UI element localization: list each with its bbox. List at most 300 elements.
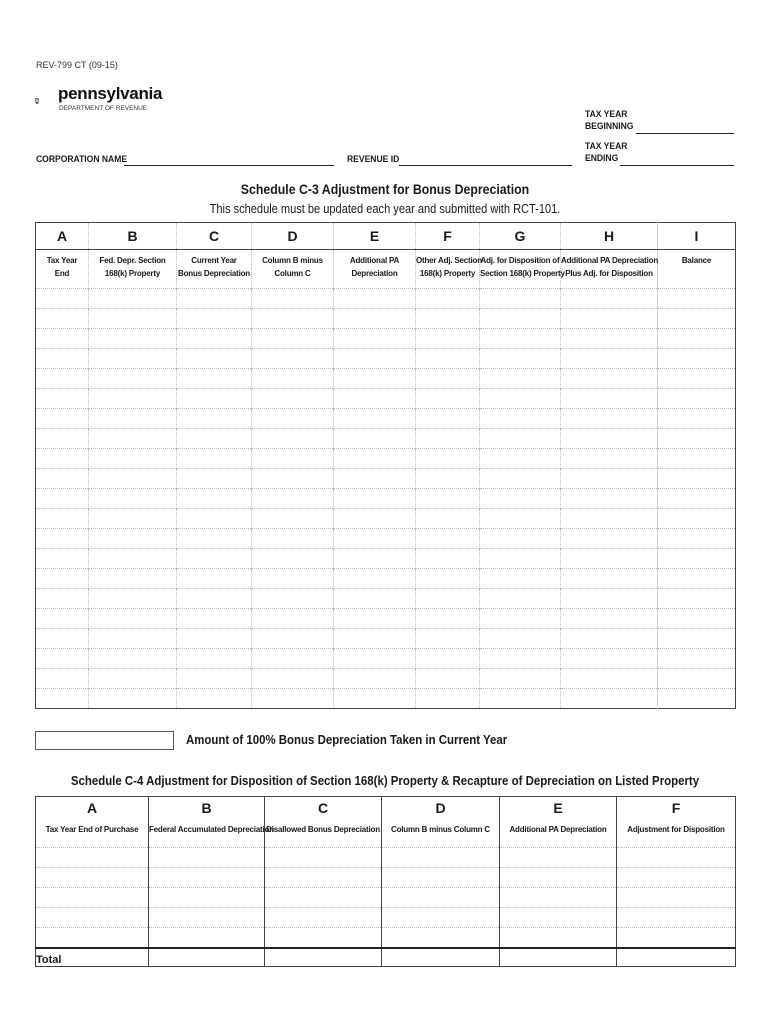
- cell-h[interactable]: [561, 649, 658, 669]
- cell-b[interactable]: [89, 389, 177, 409]
- cell-c[interactable]: [177, 409, 252, 429]
- cell-a[interactable]: [36, 549, 89, 569]
- column-header-a: Tax Year End of Purchase: [36, 819, 149, 848]
- cell-c[interactable]: [177, 369, 252, 389]
- cell-h[interactable]: [561, 689, 658, 709]
- cell-g[interactable]: [480, 469, 561, 489]
- cell-c[interactable]: [177, 529, 252, 549]
- table-row: [36, 509, 736, 529]
- table-row: [36, 549, 736, 569]
- column-letter-b: B: [89, 223, 177, 250]
- cell-e[interactable]: [334, 669, 416, 689]
- cell-a[interactable]: [36, 848, 149, 868]
- agency-name: pennsylvania: [58, 84, 163, 103]
- cell-g[interactable]: [480, 649, 561, 669]
- cell-f[interactable]: [617, 928, 736, 949]
- cell-e[interactable]: [334, 629, 416, 649]
- cell-g[interactable]: [480, 669, 561, 689]
- table-row: [36, 309, 736, 329]
- cell-c[interactable]: [177, 469, 252, 489]
- cell-f[interactable]: [617, 868, 736, 888]
- cell-b[interactable]: [149, 848, 265, 868]
- total-cell-e[interactable]: [500, 948, 617, 967]
- cell-g[interactable]: [480, 549, 561, 569]
- cell-d[interactable]: [252, 329, 334, 349]
- cell-f[interactable]: [416, 369, 480, 389]
- cell-f[interactable]: [416, 289, 480, 309]
- cell-d[interactable]: [382, 908, 500, 928]
- cell-c[interactable]: [177, 389, 252, 409]
- column-letter-a: A: [36, 797, 149, 820]
- cell-h[interactable]: [561, 589, 658, 609]
- cell-a[interactable]: [36, 908, 149, 928]
- table-row: [36, 669, 736, 689]
- cell-g[interactable]: [480, 629, 561, 649]
- cell-f[interactable]: [416, 569, 480, 589]
- cell-h[interactable]: [561, 369, 658, 389]
- table-row: [36, 349, 736, 369]
- column-header-c: Current Year Bonus Depreciation: [177, 250, 252, 289]
- cell-g[interactable]: [480, 329, 561, 349]
- cell-f[interactable]: [416, 349, 480, 369]
- cell-h[interactable]: [561, 549, 658, 569]
- cell-b[interactable]: [149, 888, 265, 908]
- cell-f[interactable]: [416, 669, 480, 689]
- cell-c[interactable]: [177, 669, 252, 689]
- cell-d[interactable]: [252, 309, 334, 329]
- cell-c[interactable]: [177, 289, 252, 309]
- cell-e[interactable]: [334, 389, 416, 409]
- cell-f[interactable]: [416, 689, 480, 709]
- table-row: [36, 529, 736, 549]
- cell-a[interactable]: [36, 509, 89, 529]
- cell-f[interactable]: [416, 449, 480, 469]
- cell-c[interactable]: [177, 309, 252, 329]
- cell-h[interactable]: [561, 489, 658, 509]
- cell-e[interactable]: [334, 589, 416, 609]
- bonus-depreciation-amount-field[interactable]: [35, 731, 174, 750]
- cell-e[interactable]: [334, 649, 416, 669]
- tax-year-ending-field[interactable]: [620, 165, 734, 166]
- cell-f[interactable]: [416, 589, 480, 609]
- cell-e[interactable]: [500, 848, 617, 868]
- cell-c[interactable]: [177, 609, 252, 629]
- cell-b[interactable]: [89, 649, 177, 669]
- cell-e[interactable]: [334, 529, 416, 549]
- cell-g[interactable]: [480, 409, 561, 429]
- cell-e[interactable]: [334, 349, 416, 369]
- cell-i[interactable]: [658, 329, 736, 349]
- cell-a[interactable]: [36, 689, 89, 709]
- cell-e[interactable]: [334, 409, 416, 429]
- cell-e[interactable]: [334, 569, 416, 589]
- cell-d[interactable]: [382, 848, 500, 868]
- cell-f[interactable]: [416, 469, 480, 489]
- cell-c[interactable]: [265, 888, 382, 908]
- table-row: [36, 569, 736, 589]
- cell-g[interactable]: [480, 349, 561, 369]
- table-row: [36, 928, 736, 949]
- cell-a[interactable]: [36, 888, 149, 908]
- cell-e[interactable]: [334, 429, 416, 449]
- cell-g[interactable]: [480, 589, 561, 609]
- svg-text:R: R: [35, 99, 39, 104]
- cell-g[interactable]: [480, 609, 561, 629]
- cell-g[interactable]: [480, 569, 561, 589]
- cell-d[interactable]: [252, 429, 334, 449]
- column-letter-c: C: [265, 797, 382, 820]
- corporation-name-label: CORPORATION NAME: [36, 154, 128, 165]
- table-row: [36, 369, 736, 389]
- cell-g[interactable]: [480, 529, 561, 549]
- cell-a[interactable]: [36, 609, 89, 629]
- total-cell-c[interactable]: [265, 948, 382, 967]
- cell-e[interactable]: [334, 489, 416, 509]
- column-header-g: Adj. for Disposition of Section 168(k) Property: [480, 250, 561, 289]
- column-letter-h: H: [561, 223, 658, 250]
- cell-d[interactable]: [252, 509, 334, 529]
- cell-c[interactable]: [265, 868, 382, 888]
- column-letter-a: A: [36, 223, 89, 250]
- total-cell-b[interactable]: [149, 948, 265, 967]
- cell-e[interactable]: [500, 928, 617, 949]
- cell-i[interactable]: [658, 489, 736, 509]
- schedule-c4-table: [35, 796, 736, 967]
- cell-e[interactable]: [334, 469, 416, 489]
- column-header-i: Balance: [658, 250, 736, 289]
- column-letter-d: D: [252, 223, 334, 250]
- column-letter-i: I: [658, 223, 736, 250]
- cell-i[interactable]: [658, 549, 736, 569]
- cell-f[interactable]: [416, 609, 480, 629]
- cell-a[interactable]: [36, 529, 89, 549]
- cell-f[interactable]: [416, 629, 480, 649]
- column-header-f: Adjustment for Disposition: [617, 819, 736, 848]
- cell-i[interactable]: [658, 609, 736, 629]
- cell-f[interactable]: [617, 908, 736, 928]
- tax-year-beginning-label: TAX YEAR BEGINNING: [585, 109, 634, 132]
- cell-e[interactable]: [334, 289, 416, 309]
- cell-c[interactable]: [265, 928, 382, 949]
- tax-year-ending-label: TAX YEAR ENDING: [585, 141, 628, 164]
- form-id: REV-799 CT (09-15): [36, 60, 118, 70]
- cell-f[interactable]: [416, 429, 480, 449]
- cell-b[interactable]: [149, 928, 265, 949]
- cell-a[interactable]: [36, 489, 89, 509]
- cell-d[interactable]: [252, 589, 334, 609]
- cell-b[interactable]: [89, 529, 177, 549]
- table-row: [36, 489, 736, 509]
- cell-g[interactable]: [480, 489, 561, 509]
- cell-a[interactable]: [36, 589, 89, 609]
- cell-c[interactable]: [177, 449, 252, 469]
- table-row: [36, 689, 736, 709]
- cell-d[interactable]: [252, 289, 334, 309]
- total-row: [36, 948, 736, 967]
- department-name: DEPARTMENT OF REVENUE: [59, 105, 148, 112]
- cell-a[interactable]: [36, 349, 89, 369]
- cell-f[interactable]: [416, 409, 480, 429]
- table-row: [36, 429, 736, 449]
- cell-i[interactable]: [658, 369, 736, 389]
- column-header-f: Other Adj. Section 168(k) Property: [416, 250, 480, 289]
- column-letter-f: F: [416, 223, 480, 250]
- cell-i[interactable]: [658, 449, 736, 469]
- schedule-c3-table: [35, 222, 736, 709]
- cell-d[interactable]: [252, 369, 334, 389]
- cell-e[interactable]: [334, 549, 416, 569]
- cell-c[interactable]: [177, 349, 252, 369]
- cell-f[interactable]: [416, 489, 480, 509]
- cell-b[interactable]: [89, 469, 177, 489]
- column-header-d: Column B minus Column C: [252, 250, 334, 289]
- cell-h[interactable]: [561, 629, 658, 649]
- cell-a[interactable]: [36, 469, 89, 489]
- cell-a[interactable]: [36, 449, 89, 469]
- cell-i[interactable]: [658, 429, 736, 449]
- column-header-d: Column B minus Column C: [382, 819, 500, 848]
- cell-b[interactable]: [89, 329, 177, 349]
- table-row: [36, 389, 736, 409]
- cell-g[interactable]: [480, 509, 561, 529]
- table-row: [36, 868, 736, 888]
- revenue-id-label: REVENUE ID: [347, 154, 400, 165]
- cell-b[interactable]: [89, 549, 177, 569]
- cell-f[interactable]: [617, 848, 736, 868]
- cell-h[interactable]: [561, 329, 658, 349]
- cell-i[interactable]: [658, 569, 736, 589]
- cell-i[interactable]: [658, 649, 736, 669]
- cell-c[interactable]: [177, 569, 252, 589]
- cell-e[interactable]: [334, 609, 416, 629]
- table-row: [36, 449, 736, 469]
- cell-h[interactable]: [561, 529, 658, 549]
- cell-d[interactable]: [382, 888, 500, 908]
- cell-b[interactable]: [89, 589, 177, 609]
- cell-b[interactable]: [89, 429, 177, 449]
- cell-e[interactable]: [500, 908, 617, 928]
- cell-d[interactable]: [252, 409, 334, 429]
- cell-g[interactable]: [480, 369, 561, 389]
- column-letter-d: D: [382, 797, 500, 820]
- cell-c[interactable]: [177, 489, 252, 509]
- cell-h[interactable]: [561, 409, 658, 429]
- cell-d[interactable]: [252, 549, 334, 569]
- cell-e[interactable]: [500, 888, 617, 908]
- cell-d[interactable]: [252, 449, 334, 469]
- cell-d[interactable]: [252, 649, 334, 669]
- cell-e[interactable]: [500, 868, 617, 888]
- cell-e[interactable]: [334, 689, 416, 709]
- cell-h[interactable]: [561, 389, 658, 409]
- cell-b[interactable]: [149, 908, 265, 928]
- corporation-name-field[interactable]: [124, 165, 334, 166]
- column-header-e: Additional PA Depreciation: [334, 250, 416, 289]
- total-label: Total: [36, 948, 149, 967]
- cell-i[interactable]: [658, 689, 736, 709]
- cell-b[interactable]: [89, 629, 177, 649]
- column-header-a: Tax Year End: [36, 250, 89, 289]
- column-header-e: Additional PA Depreciation: [500, 819, 617, 848]
- cell-i[interactable]: [658, 309, 736, 329]
- cell-d[interactable]: [252, 489, 334, 509]
- cell-e[interactable]: [334, 309, 416, 329]
- column-letter-e: E: [500, 797, 617, 820]
- cell-f[interactable]: [416, 509, 480, 529]
- cell-c[interactable]: [177, 589, 252, 609]
- cell-c[interactable]: [265, 908, 382, 928]
- table-row: [36, 409, 736, 429]
- cell-c[interactable]: [177, 689, 252, 709]
- column-letter-f: F: [617, 797, 736, 820]
- cell-f[interactable]: [416, 309, 480, 329]
- cell-a[interactable]: [36, 409, 89, 429]
- cell-a[interactable]: [36, 389, 89, 409]
- cell-h[interactable]: [561, 469, 658, 489]
- cell-c[interactable]: [177, 549, 252, 569]
- cell-b[interactable]: [89, 489, 177, 509]
- schedule-c3-title: Schedule C-3 Adjustment for Bonus Depreciation: [240, 181, 530, 197]
- cell-b[interactable]: [89, 509, 177, 529]
- cell-h[interactable]: [561, 569, 658, 589]
- column-letter-b: B: [149, 797, 265, 820]
- cell-i[interactable]: [658, 409, 736, 429]
- cell-e[interactable]: [334, 329, 416, 349]
- column-letter-e: E: [334, 223, 416, 250]
- cell-a[interactable]: [36, 928, 149, 949]
- cell-i[interactable]: [658, 509, 736, 529]
- cell-a[interactable]: [36, 669, 89, 689]
- cell-c[interactable]: [265, 848, 382, 868]
- schedule-c4-title: Schedule C-4 Adjustment for Disposition of Section 168(k) Property & Recapture of Depreciation on Listed Property: [70, 773, 700, 788]
- cell-b[interactable]: [89, 349, 177, 369]
- table-row: [36, 908, 736, 928]
- tax-year-beginning-field[interactable]: [636, 133, 734, 134]
- cell-i[interactable]: [658, 469, 736, 489]
- cell-e[interactable]: [334, 509, 416, 529]
- cell-b[interactable]: [149, 868, 265, 888]
- cell-b[interactable]: [89, 689, 177, 709]
- cell-i[interactable]: [658, 349, 736, 369]
- total-cell-f[interactable]: [617, 948, 736, 967]
- column-header-h: Additional PA Depreciation Plus Adj. for Disposition: [561, 250, 658, 289]
- cell-f[interactable]: [416, 329, 480, 349]
- column-letter-g: G: [480, 223, 561, 250]
- cell-i[interactable]: [658, 389, 736, 409]
- cell-g[interactable]: [480, 449, 561, 469]
- cell-h[interactable]: [561, 449, 658, 469]
- column-header-b: Fed. Depr. Section 168(k) Property: [89, 250, 177, 289]
- cell-d[interactable]: [252, 569, 334, 589]
- cell-d[interactable]: [382, 928, 500, 949]
- cell-b[interactable]: [89, 309, 177, 329]
- cell-d[interactable]: [252, 609, 334, 629]
- cell-d[interactable]: [382, 868, 500, 888]
- pennsylvania-keystone-logo: [35, 83, 57, 119]
- cell-c[interactable]: [177, 649, 252, 669]
- cell-g[interactable]: [480, 289, 561, 309]
- cell-f[interactable]: [416, 529, 480, 549]
- cell-d[interactable]: [252, 349, 334, 369]
- cell-h[interactable]: [561, 669, 658, 689]
- cell-b[interactable]: [89, 449, 177, 469]
- cell-a[interactable]: [36, 629, 89, 649]
- cell-i[interactable]: [658, 289, 736, 309]
- cell-a[interactable]: [36, 309, 89, 329]
- cell-d[interactable]: [252, 469, 334, 489]
- cell-f[interactable]: [617, 888, 736, 908]
- column-header-b: Federal Accumulated Depreciation: [149, 819, 265, 848]
- table-row: [36, 848, 736, 868]
- cell-h[interactable]: [561, 289, 658, 309]
- cell-g[interactable]: [480, 309, 561, 329]
- cell-b[interactable]: [89, 289, 177, 309]
- cell-d[interactable]: [252, 689, 334, 709]
- cell-h[interactable]: [561, 609, 658, 629]
- cell-g[interactable]: [480, 689, 561, 709]
- cell-a[interactable]: [36, 649, 89, 669]
- cell-h[interactable]: [561, 509, 658, 529]
- cell-b[interactable]: [89, 569, 177, 589]
- cell-b[interactable]: [89, 409, 177, 429]
- cell-c[interactable]: [177, 629, 252, 649]
- column-letter-c: C: [177, 223, 252, 250]
- cell-d[interactable]: [252, 389, 334, 409]
- cell-i[interactable]: [658, 669, 736, 689]
- cell-a[interactable]: [36, 868, 149, 888]
- cell-d[interactable]: [252, 529, 334, 549]
- cell-e[interactable]: [334, 449, 416, 469]
- table-row: [36, 888, 736, 908]
- cell-i[interactable]: [658, 589, 736, 609]
- table-row: [36, 589, 736, 609]
- table-row: [36, 289, 736, 309]
- cell-c[interactable]: [177, 509, 252, 529]
- revenue-id-field[interactable]: [399, 165, 572, 166]
- cell-h[interactable]: [561, 349, 658, 369]
- cell-c[interactable]: [177, 429, 252, 449]
- cell-i[interactable]: [658, 529, 736, 549]
- cell-h[interactable]: [561, 429, 658, 449]
- cell-f[interactable]: [416, 549, 480, 569]
- table-row: [36, 629, 736, 649]
- cell-f[interactable]: [416, 389, 480, 409]
- table-row: [36, 329, 736, 349]
- cell-b[interactable]: [89, 669, 177, 689]
- cell-b[interactable]: [89, 609, 177, 629]
- cell-a[interactable]: [36, 289, 89, 309]
- table-row: [36, 649, 736, 669]
- cell-b[interactable]: [89, 369, 177, 389]
- table-row: [36, 469, 736, 489]
- total-cell-d[interactable]: [382, 948, 500, 967]
- cell-a[interactable]: [36, 569, 89, 589]
- cell-a[interactable]: [36, 429, 89, 449]
- cell-d[interactable]: [252, 629, 334, 649]
- cell-a[interactable]: [36, 329, 89, 349]
- cell-g[interactable]: [480, 389, 561, 409]
- cell-i[interactable]: [658, 629, 736, 649]
- cell-c[interactable]: [177, 329, 252, 349]
- cell-e[interactable]: [334, 369, 416, 389]
- cell-a[interactable]: [36, 369, 89, 389]
- cell-h[interactable]: [561, 309, 658, 329]
- cell-g[interactable]: [480, 429, 561, 449]
- cell-f[interactable]: [416, 649, 480, 669]
- table-row: [36, 609, 736, 629]
- cell-d[interactable]: [252, 669, 334, 689]
- column-header-c: Disallowed Bonus Depreciation: [265, 819, 382, 848]
